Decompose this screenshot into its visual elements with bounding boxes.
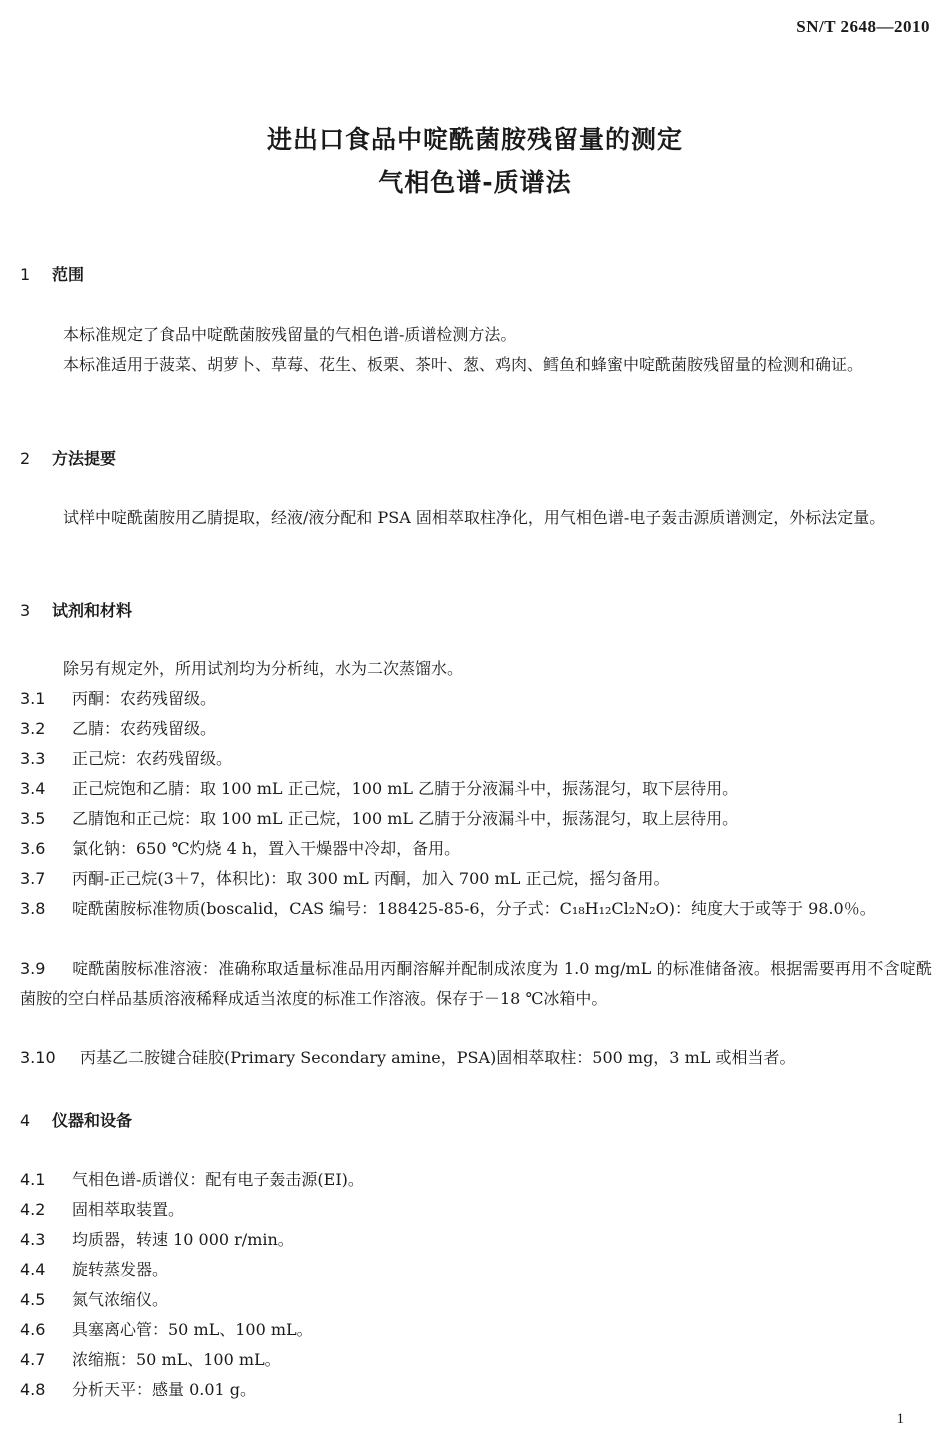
- section-number: 4: [20, 1111, 31, 1130]
- list-item: [20, 744, 932, 774]
- item-text: 乙腈：农药残留级。: [72, 719, 217, 738]
- item-number: 3.10: [20, 1048, 56, 1067]
- item-text: 均质器，转速 10 000 r/min。: [72, 1230, 294, 1249]
- list-item: [20, 894, 932, 924]
- section-1-paragraph-2: 本标准适用于菠菜、胡萝卜、草莓、花生、板栗、茶叶、葱、鸡肉、鳕鱼和蜂蜜中啶酰菌胺残留量的检测和确证。: [63, 355, 864, 374]
- item-text: 正己烷饱和乙腈：取 100 mL 正己烷，100 mL 乙腈于分液漏斗中，振荡混匀，取下层待用。: [72, 779, 739, 798]
- standard-code: SN/T 2648—2010: [796, 17, 930, 36]
- document-title-line2: 气相色谱-质谱法: [378, 168, 572, 197]
- list-item: [20, 804, 932, 834]
- list-item: [20, 1225, 932, 1255]
- item-number: 4.7: [20, 1350, 46, 1369]
- item-number: 3.4: [20, 779, 46, 798]
- list-item: [20, 684, 932, 714]
- item-text: 分析天平：感量 0.01 g。: [72, 1380, 257, 1399]
- item-number: 4.1: [20, 1170, 46, 1189]
- item-text: 固相萃取装置。: [72, 1200, 185, 1219]
- list-item: [20, 834, 932, 864]
- section-2-heading: [20, 446, 116, 469]
- item-number: 4.2: [20, 1200, 46, 1219]
- list-item: [20, 1345, 932, 1375]
- item-number: 4.4: [20, 1260, 46, 1279]
- item-number: 4.6: [20, 1320, 46, 1339]
- item-text: 氯化钠：650 ℃灼烧 4 h，置入干燥器中冷却，备用。: [72, 839, 461, 858]
- item-text: 旋转蒸发器。: [72, 1260, 169, 1279]
- item-number: 3.2: [20, 719, 46, 738]
- section-2-paragraph-1: 试样中啶酰菌胺用乙腈提取，经液/液分配和 PSA 固相萃取柱净化，用气相色谱-电子轰击源质谱测定，外标法定量。: [63, 508, 886, 527]
- item-text: 丙酮：农药残留级。: [72, 689, 217, 708]
- item-text: 啶酰菌胺标准物质(boscalid，CAS 编号：188425-85-6，分子式：C₁₈H₁₂Cl₂N₂O)：纯度大于或等于 98.0％。: [72, 899, 876, 918]
- list-item: [20, 864, 932, 894]
- item-text: 氮气浓缩仪。: [72, 1290, 169, 1309]
- list-item: [20, 1375, 932, 1405]
- item-text: 气相色谱-质谱仪：配有电子轰击源(EI)。: [72, 1170, 364, 1189]
- section-title: 仪器和设备: [52, 1111, 133, 1130]
- item-text: 啶酰菌胺标准溶液：准确称取适量标准品用丙酮溶解并配制成浓度为 1.0 mg/mL 的标准储备液。根据需要再用不含啶酰菌胺的空白样品基质溶液稀释成适当浓度的标准工作溶液。保存于－18 ℃冰箱中。: [20, 959, 932, 1008]
- section-4-heading: [20, 1108, 132, 1131]
- list-item: [20, 954, 932, 1014]
- list-item: [20, 774, 932, 804]
- list-item: [20, 1165, 932, 1195]
- item-number: 4.5: [20, 1290, 46, 1309]
- list-item: [20, 1255, 932, 1285]
- list-item: [20, 1285, 932, 1315]
- section-title: 方法提要: [52, 449, 117, 468]
- item-text: 正己烷：农药残留级。: [72, 749, 233, 768]
- item-number: 3.9: [20, 959, 46, 978]
- item-number: 3.8: [20, 899, 46, 918]
- item-text: 具塞离心管：50 mL、100 mL。: [72, 1320, 313, 1339]
- list-item: [20, 1315, 932, 1345]
- item-number: 3.7: [20, 869, 46, 888]
- item-text: 乙腈饱和正己烷：取 100 mL 正己烷，100 mL 乙腈于分液漏斗中，振荡混匀，取上层待用。: [72, 809, 739, 828]
- list-item: [20, 1195, 932, 1225]
- list-item: [20, 714, 932, 744]
- section-number: 2: [20, 449, 31, 468]
- section-1-paragraph-1: 本标准规定了食品中啶酰菌胺残留量的气相色谱-质谱检测方法。: [63, 325, 517, 344]
- section-number: 3: [20, 601, 31, 620]
- item-text: 浓缩瓶：50 mL、100 mL。: [72, 1350, 281, 1369]
- section-1-heading: [20, 262, 84, 285]
- section-number: 1: [20, 265, 31, 284]
- page-number: 1: [896, 1411, 904, 1427]
- list-item: [20, 1043, 932, 1073]
- section-3-intro: 除另有规定外，所用试剂均为分析纯，水为二次蒸馏水。: [63, 659, 464, 678]
- item-number: 3.1: [20, 689, 46, 708]
- document-title-line1: 进出口食品中啶酰菌胺残留量的测定: [266, 125, 683, 154]
- item-text: 丙基乙二胺键合硅胶(Primary Secondary amine，PSA)固相萃取柱：500 mg，3 mL 或相当者。: [80, 1048, 796, 1067]
- section-title: 试剂和材料: [52, 601, 133, 620]
- item-number: 4.3: [20, 1230, 46, 1249]
- item-number: 3.3: [20, 749, 46, 768]
- section-3-heading: [20, 598, 132, 621]
- item-text: 丙酮-正己烷(3＋7，体积比)：取 300 mL 丙酮，加入 700 mL 正己烷，摇匀备用。: [72, 869, 670, 888]
- item-number: 3.5: [20, 809, 46, 828]
- item-number: 4.8: [20, 1380, 46, 1399]
- item-number: 3.6: [20, 839, 46, 858]
- section-title: 范围: [52, 265, 85, 284]
